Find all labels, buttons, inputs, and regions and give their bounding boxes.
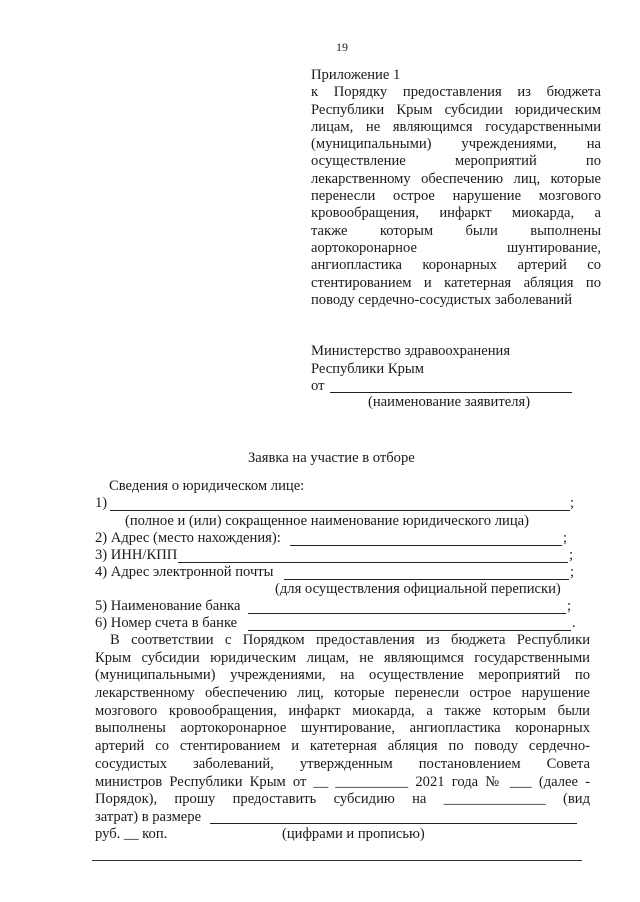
application-paragraph (95, 632, 590, 827)
bank-name-label: 5) Наименование банка (95, 598, 241, 614)
paragraph-line: Крым субсидии юридическим лицам, не являющимся государственными (95, 649, 590, 666)
email-label: 4) Адрес электронной почты (95, 564, 274, 580)
appendix-line: Приложение 1 (311, 67, 401, 83)
inn-kpp-line[interactable] (178, 562, 568, 563)
appendix-line: к Порядку предоставления из бюджета (311, 84, 601, 101)
page-title: Заявка на участие в отборе (248, 450, 415, 466)
appendix-line: перенесли острое нарушение мозгового (311, 188, 601, 205)
paragraph-line: (муниципальными) учреждениями, на осуществление мероприятий по (95, 667, 590, 684)
field1-semicolon: ; (570, 495, 575, 511)
appendix-line: Республики Крым субсидии юридическим (311, 101, 601, 118)
paragraph-line: выполнены аортокоронарное шунтирование, ангиопластика коронарных (95, 720, 590, 737)
form-intro: Сведения о юридическом лице: (109, 478, 305, 494)
inn-kpp-label: 3) ИНН/КПП (95, 547, 178, 563)
field1-number: 1) (95, 495, 108, 511)
account-number-label: 6) Номер счета в банке (95, 615, 238, 631)
paragraph-line: мозгового кровообращения, инфаркт миокарда, а также которым были (95, 702, 590, 719)
paragraph-line: Порядок), прошу предоставить субсидию на ______________ (вид (95, 791, 590, 808)
applicant-name-caption: (наименование заявителя) (368, 394, 531, 410)
account-number-period: . (572, 615, 576, 631)
paragraph-line: затрат) в размере (95, 808, 202, 825)
appendix-line: стентированием и катетерная абляция по (311, 274, 601, 291)
addressee-block (311, 343, 510, 396)
paragraph-line: В соответствии с Порядком предоставления из бюджета Республики (110, 632, 590, 648)
subsidy-amount-line[interactable] (210, 823, 577, 824)
appendix-line: кровообращения, инфаркт миокарда, а (311, 205, 601, 222)
page-number: 19 (336, 40, 348, 54)
inn-kpp-semicolon: ; (569, 547, 574, 563)
email-caption: (для осуществления официальной переписки) (275, 581, 561, 597)
appendix-line: поводу сердечно-сосудистых заболеваний (311, 291, 573, 308)
field1-caption: (полное и (или) сокращенное наименование юридического лица) (125, 513, 529, 529)
appendix-line: лекарственному обеспечению лиц, которые (311, 170, 601, 187)
paragraph-line: лекарственному обеспечению лиц, которые перенесли острое нарушение (95, 685, 590, 702)
bottom-divider (92, 860, 582, 861)
ministry-name: Министерство здравоохранения (311, 343, 511, 359)
email-semicolon: ; (570, 564, 575, 580)
bank-name-line[interactable] (248, 613, 566, 614)
address-semicolon: ; (563, 530, 568, 546)
from-label: от (311, 378, 325, 394)
appendix-header (311, 67, 601, 309)
appendix-line: аортокоронарное шунтирование, (311, 239, 601, 256)
appendix-line: (муниципальными) учреждениями, на (311, 136, 601, 153)
address-line[interactable] (290, 545, 562, 546)
amount-caption: (цифрами и прописью) (282, 826, 425, 842)
appendix-line: лицам, не являющимся государственными (311, 118, 601, 135)
region-name: Республики Крым (311, 360, 424, 377)
paragraph-line: сосудистых заболеваний, утвержденным постановлением Совета (95, 755, 590, 772)
paragraph-line: министров Республики Крым от __ __________ 2021 года № ___ (далее - (95, 773, 590, 790)
address-label: 2) Адрес (место нахождения): (95, 530, 281, 546)
bank-name-semicolon: ; (567, 598, 572, 614)
appendix-line: также которым были выполнены (311, 222, 601, 239)
appendix-line: ангиопластика коронарных артерий со (311, 257, 601, 274)
email-line[interactable] (284, 579, 569, 580)
account-number-line[interactable] (248, 630, 571, 631)
legal-entity-name-line[interactable] (110, 510, 570, 511)
appendix-line: осуществление мероприятий по (311, 153, 601, 170)
paragraph-line: артерий со стентированием и катетерная абляция по поводу сердечно- (95, 738, 590, 755)
applicant-name-line[interactable] (330, 392, 572, 393)
amount-currency-label: руб. __ коп. (95, 826, 168, 842)
